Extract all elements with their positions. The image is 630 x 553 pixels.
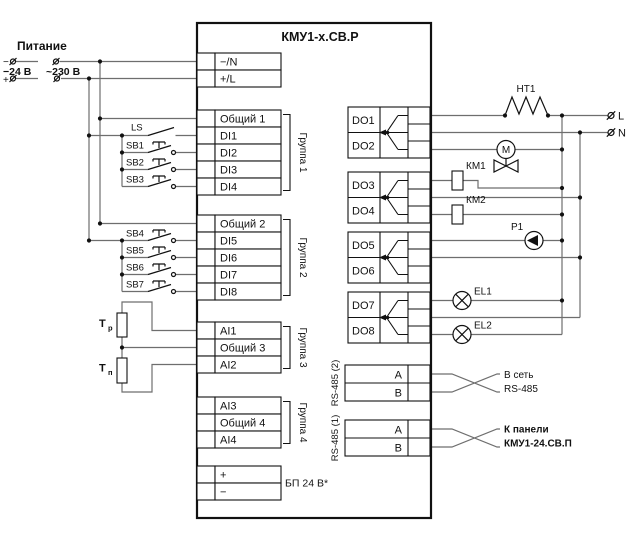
terminal-label: Общий 4	[220, 417, 266, 430]
component-label: HT1	[516, 84, 536, 95]
group-bracket	[283, 327, 290, 369]
switch-label: SB3	[126, 174, 144, 186]
component-label: КМ1	[466, 161, 486, 172]
switch-label: SB6	[126, 262, 144, 274]
relay-block-do5-do6	[348, 232, 430, 283]
terminal-label: DI5	[220, 235, 238, 248]
rs485-port-2	[330, 360, 538, 406]
terminal-label: B	[394, 442, 402, 455]
switch-label: LS	[131, 122, 143, 134]
group2-terminals	[197, 215, 308, 300]
sensor-tr	[99, 313, 127, 337]
coil-body	[452, 205, 463, 224]
terminal-label: −/N	[220, 56, 238, 69]
group-bracket	[283, 115, 290, 191]
valve-symbol	[494, 159, 518, 173]
heater-ht1	[505, 84, 548, 116]
pump-p1	[511, 222, 543, 250]
terminal-label: DI7	[220, 269, 238, 282]
terminal-label: DI3	[220, 164, 238, 177]
do-label: DO8	[352, 325, 375, 338]
dc-voltage-label: −24 В	[3, 66, 32, 78]
psu-terminals	[197, 466, 328, 500]
do-label: DO7	[352, 300, 375, 312]
relay-block-do7-do8	[348, 292, 430, 343]
component-label: EL1	[474, 286, 492, 298]
switch-label: SB5	[126, 245, 144, 257]
group1-terminals	[197, 110, 308, 195]
terminal-label: AI2	[220, 359, 237, 372]
wire	[16, 62, 197, 393]
group3-terminals	[197, 322, 308, 373]
sensor-label: Т	[99, 318, 106, 330]
power-heading: Питание	[17, 39, 67, 53]
rtd-body	[117, 313, 127, 337]
motor-label: M	[501, 145, 511, 156]
coil-body	[452, 171, 463, 190]
sensor-label-sub: п	[108, 368, 113, 377]
switch-label: SB2	[126, 157, 144, 169]
psu-label: БП 24 В*	[285, 477, 329, 490]
terminal-label: Общий 3	[220, 342, 266, 355]
terminal-label: AI1	[220, 325, 237, 338]
dc-minus-sign: −	[3, 57, 9, 68]
dc-plus-sign: +	[3, 75, 9, 86]
group-bracket	[283, 220, 290, 296]
do-label: DO6	[352, 265, 375, 278]
switch-label: SB7	[126, 279, 144, 291]
switch-label: SB4	[126, 228, 144, 240]
group-bracket	[283, 402, 290, 444]
do-label: DO4	[352, 205, 375, 218]
terminal-label: DI1	[220, 130, 238, 143]
limit-switch-ls	[131, 123, 174, 136]
mains-terminals	[607, 111, 626, 140]
rs485-port-1	[330, 415, 572, 461]
group-label: Группа 4	[297, 402, 308, 443]
terminal-label: −	[220, 486, 227, 499]
group-label: Группа 2	[297, 237, 308, 278]
terminal-label: AI3	[220, 400, 237, 413]
sensor-label: Т	[99, 362, 106, 375]
do-label: DO5	[352, 240, 375, 252]
switch-blade	[148, 128, 174, 136]
do-label: DO3	[352, 180, 375, 192]
terminal-label: DI6	[220, 252, 238, 265]
group4-terminals	[197, 397, 308, 448]
terminal-label: A	[394, 424, 402, 437]
lamp-el2	[453, 321, 492, 344]
do-label: DO2	[352, 140, 375, 153]
phase-label: L	[618, 110, 625, 123]
terminal-label: B	[394, 387, 402, 400]
destination-label: В сеть	[504, 370, 534, 381]
terminal-label: Общий 1	[220, 113, 266, 126]
device-title: КМУ1-х.СВ.Р	[281, 30, 359, 44]
resistor-zigzag	[505, 97, 548, 116]
sensor-label-sub: р	[108, 323, 113, 333]
group-label: Группа 3	[297, 327, 308, 368]
neutral-label: N	[618, 127, 626, 140]
terminal-label: Общий 2	[220, 218, 266, 231]
sensor-tp	[99, 358, 127, 383]
terminal-label: DI2	[220, 147, 238, 160]
terminal-label: DI4	[220, 181, 238, 194]
terminal-label: AI4	[220, 434, 237, 447]
component-label: КМ2	[466, 195, 486, 206]
terminal-label: +	[220, 469, 227, 482]
do-label: DO1	[352, 115, 375, 127]
group-label: Группа 1	[297, 132, 308, 173]
lamp-cross	[456, 328, 469, 341]
switch-label: SB1	[126, 140, 144, 152]
lamp-el1	[453, 287, 492, 310]
lamp-cross	[456, 294, 469, 307]
rs485-twisted-pair	[430, 374, 500, 447]
destination-label: К панели	[504, 424, 549, 436]
rtd-body	[117, 358, 127, 383]
supply-terminals	[197, 53, 281, 87]
destination-label: RS-485	[504, 384, 538, 395]
relay-block-do1-do2	[348, 107, 430, 158]
contactor-km1	[452, 161, 486, 190]
ac-voltage-label: ~230 В	[46, 66, 81, 78]
motor-valve	[494, 141, 518, 173]
junction-dots	[87, 56, 582, 349]
contactor-km2	[452, 195, 486, 224]
port-label: RS-485 (1)	[330, 414, 341, 462]
terminal-label: A	[394, 369, 402, 382]
component-label: P1	[511, 222, 524, 233]
port-label: RS-485 (2)	[330, 359, 341, 407]
pump-triangle	[527, 235, 538, 246]
terminal-label: DI8	[220, 286, 238, 299]
destination-label: КМУ1-24.СВ.П	[504, 438, 572, 450]
terminal-label: +/L	[220, 73, 236, 86]
relay-block-do3-do4	[348, 172, 430, 223]
component-label: EL2	[474, 320, 492, 332]
